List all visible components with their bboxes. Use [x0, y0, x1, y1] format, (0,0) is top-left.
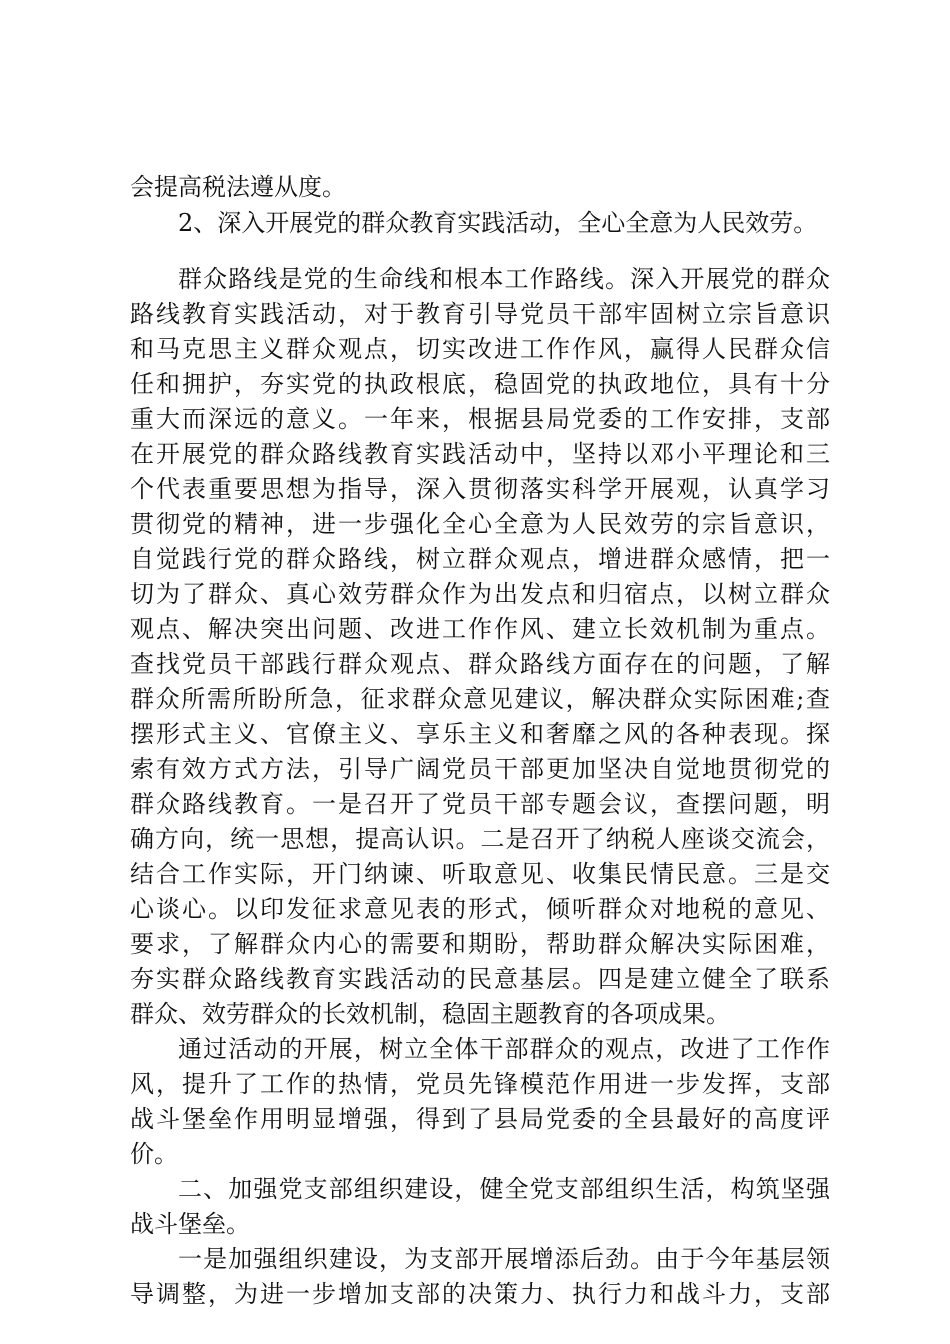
text-line: 切为了群众、真心效劳群众作为出发点和归宿点，以树立群众	[130, 580, 830, 608]
text-line: 要求，了解群众内心的需要和期盼，帮助群众解决实际困难，	[130, 930, 830, 958]
text-line: 重大而深远的意义。一年来，根据县局党委的工作安排，支部	[130, 405, 830, 433]
text-line: 观点、解决突出问题、改进工作作风、建立长效机制为重点。	[130, 615, 830, 643]
text-line: 夯实群众路线教育实践活动的民意基层。四是建立健全了联系	[130, 965, 830, 993]
text-line: 一是加强组织建设，为支部开展增添后劲。由于今年基层领	[178, 1245, 830, 1273]
text-line: 查找党员干部践行群众观点、群众路线方面存在的问题，了解	[130, 650, 830, 678]
section-heading: 战斗堡垒。	[130, 1210, 250, 1238]
text-line: 确方向，统一思想，提高认识。二是召开了纳税人座谈交流会，	[130, 825, 830, 853]
text-line: 群众路线教育。一是召开了党员干部专题会议，查摆问题，明	[130, 790, 830, 818]
text-line: 结合工作实际，开门纳谏、听取意见、收集民情民意。三是交	[130, 860, 830, 888]
text-line: 通过活动的开展，树立全体干部群众的观点，改进了工作作	[178, 1035, 830, 1063]
section-heading: 2、深入开展党的群众教育实践活动，全心全意为人民效劳。	[178, 209, 818, 237]
text-line: 战斗堡垒作用明显增强，得到了县局党委的全县最好的高度评	[130, 1105, 830, 1133]
text-line: 任和拥护，夯实党的执政根底，稳固党的执政地位，具有十分	[130, 370, 830, 398]
text-line: 心谈心。以印发征求意见表的形式，倾听群众对地税的意见、	[130, 895, 830, 923]
text-line: 群众、效劳群众的长效机制，稳固主题教育的各项成果。	[130, 1000, 730, 1028]
text-line: 风，提升了工作的热情，党员先锋模范作用进一步发挥，支部	[130, 1070, 830, 1098]
text-line: 个代表重要思想为指导，深入贯彻落实科学开展观，认真学习	[130, 475, 830, 503]
text-line: 价。	[130, 1140, 178, 1168]
text-line: 导调整，为进一步增加支部的决策力、执行力和战斗力，支部	[130, 1280, 830, 1308]
text-line: 自觉践行党的群众路线，树立群众观点，增进群众感情，把一	[130, 545, 830, 573]
text-line: 贯彻党的精神，进一步强化全心全意为人民效劳的宗旨意识，	[130, 510, 830, 538]
text-line: 在开展党的群众路线教育实践活动中，坚持以邓小平理论和三	[130, 440, 830, 468]
text-line: 路线教育实践活动，对于教育引导党员干部牢固树立宗旨意识	[130, 300, 830, 328]
section-heading: 二、加强党支部组织建设，健全党支部组织生活，构筑坚强	[178, 1175, 830, 1203]
text-line: 群众路线是党的生命线和根本工作路线。深入开展党的群众	[178, 265, 830, 293]
text-line: 和马克思主义群众观点，切实改进工作作风，赢得人民群众信	[130, 335, 830, 363]
text-line: 索有效方式方法，引导广阔党员干部更加坚决自觉地贯彻党的	[130, 755, 830, 783]
text-line: 摆形式主义、官僚主义、享乐主义和奢靡之风的各种表现。探	[130, 720, 830, 748]
text-line: 会提高税法遵从度。	[130, 173, 346, 201]
text-line: 群众所需所盼所急，征求群众意见建议，解决群众实际困难;查	[130, 685, 830, 713]
